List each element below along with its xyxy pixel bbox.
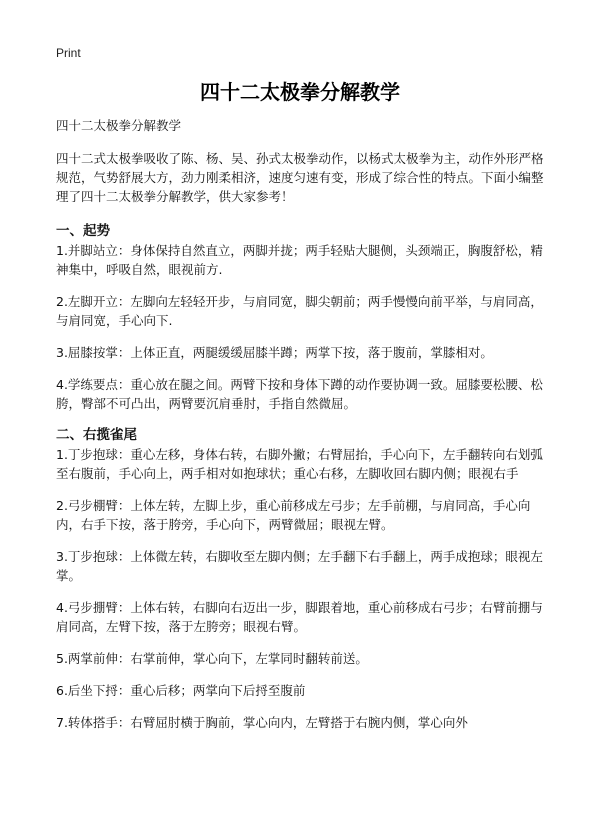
list-item: 1.丁步抱球：重心左移，身体右转，右脚外撇；右臂屈抬，手心向下，左手翻转向右划弧至右腹前，手心向上，两手相对如抱球状；重心右移，左脚收回右脚内侧；眼视右手 <box>56 447 543 481</box>
section-heading: 二、右揽雀尾 <box>56 427 137 443</box>
list-item: 3.屈膝按掌：上体正直，两腿缓缓屈膝半蹲；两掌下按，落于腹前，掌膝相对。 <box>56 345 493 360</box>
list-item: 6.后坐下捋：重心后移；两掌向下后捋至腹前 <box>56 683 306 698</box>
list-item: 5.两掌前伸：右掌前伸，掌心向下，左掌同时翻转前送。 <box>56 651 368 666</box>
list-item: 7.转体搭手：右臂屈肘横于胸前，掌心向内，左臂搭于右腕内侧，掌心向外 <box>56 715 468 730</box>
intro-paragraph: 四十二式太极拳吸收了陈、杨、吴、孙式太极拳动作，以杨式太极拳为主，动作外形严格规范，气势舒展大方，劲力刚柔相济，速度匀速有变，形成了综合性的特点。下面小编整理了四十二太极拳分解教学，供大家参考！ <box>56 151 544 204</box>
section-you-lanquewei <box>56 426 548 732</box>
article-subtitle: 四十二太极拳分解教学 <box>56 118 182 133</box>
list-item: 4.学练要点：重心放在腿之间。两臂下按和身体下蹲的动作要协调一致。屈膝要松腰、松胯，臀部不可凸出，两臂要沉肩垂肘，手指自然微屈。 <box>56 377 543 411</box>
page-title: 四十二太极拳分解教学 <box>200 80 400 104</box>
article-body <box>56 116 548 745</box>
list-item: 3.丁步抱球：上体微左转，右脚收至左脚内侧；左手翻下右手翻上，两手成抱球；眼视左掌。 <box>56 549 543 583</box>
list-item: 4.弓步掤臂：上体右转，右脚向右迈出一步，脚跟着地，重心前移成右弓步；右臂前掤与肩同高，左臂下按，落于左胯旁；眼视右臂。 <box>56 600 543 634</box>
section-heading: 一、起势 <box>56 223 110 239</box>
print-link[interactable]: Print <box>56 46 81 60</box>
list-item: 1.并脚站立：身体保持自然直立，两脚并拢；两手轻贴大腿侧，头颈端正，胸腹舒松，精神集中，呼吸自然，眼视前方. <box>56 243 543 277</box>
list-item: 2.弓步棚臂：上体左转，左脚上步，重心前移成左弓步；左手前棚，与肩同高，手心向内，右手下按，落于胯旁，手心向下，两臂微屈；眼视左臂。 <box>56 498 531 532</box>
section-qishi <box>56 222 548 413</box>
list-item: 2.左脚开立：左脚向左轻轻开步，与肩同宽，脚尖朝前；两手慢慢向前平举，与肩同高，与肩同宽，手心向下. <box>56 294 543 328</box>
